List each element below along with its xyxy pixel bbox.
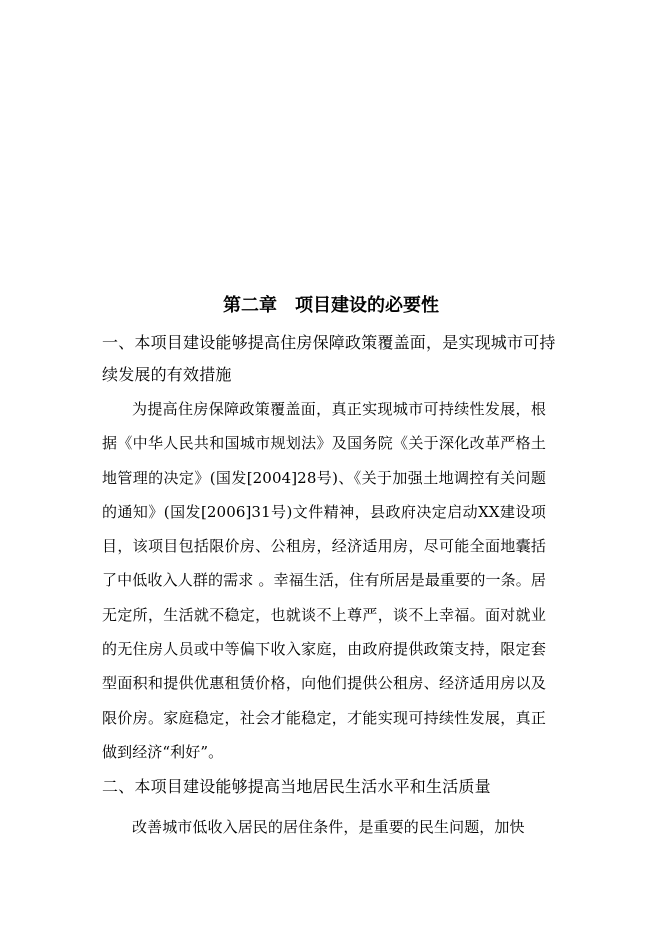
chapter-title: 第二章 项目建设的必要性: [223, 295, 439, 316]
section-2-paragraph: 改善城市低收入居民的居住条件，是重要的民生问题，加快: [132, 818, 525, 836]
section-heading-1: 一、本项目建设能够提高住房保障政策覆盖面，是实现城市可持续发展的有效措施: [102, 333, 556, 384]
section-heading-2: 二、本项目建设能够提高当地居民生活水平和生活质量: [102, 777, 491, 796]
section-1-paragraph: 为提高住房保障政策覆盖面，真正实现城市可持续性发展，根据《中华人民共和国城市规划法》及国务院《关于深化改革严格土地管理的决定》(国发[2004]28号)、《关于加强土地调控有关问题的通知》(国发[2006]31号)文件精神，县政府决定启动XX建设项目，该项目包括限价房、公租房，经济适用房，尽可能全面地囊括了中低收入人群的需求 。幸福生活，住有所居是最重要的一条。居无定所，生活就不稳定，也就谈不上尊严，谈不上幸福。面对就业的无住房人员或中等偏下收入家庭，由政府提供政策支持，限定套型面积和提供优惠租赁价格，向他们提供公租房、经济适用房以及限价房。家庭稳定，社会才能稳定，才能实现可持续性发展，真正做到经济“利好”。: [102, 400, 546, 761]
